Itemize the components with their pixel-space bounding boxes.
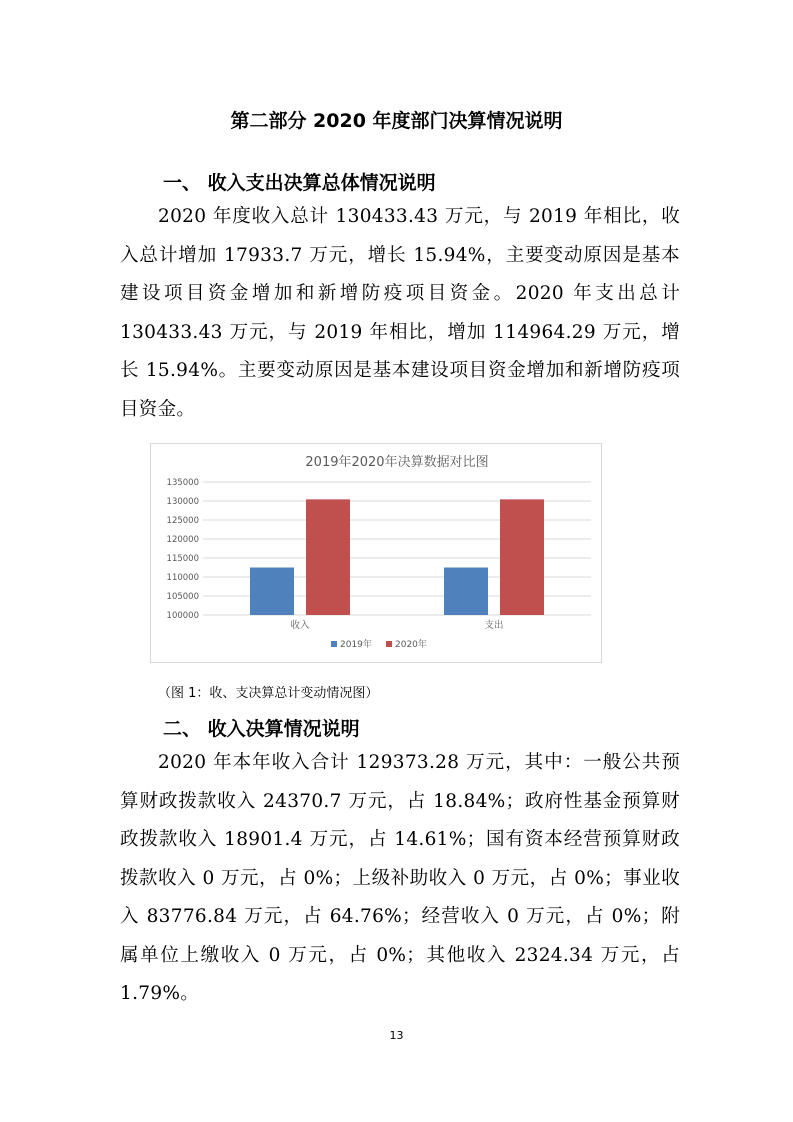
legend-swatch [386,641,392,647]
x-category-label: 支出 [484,620,504,631]
bar [306,499,350,615]
section-1-heading: 一、 收入支出决算总体情况说明 [163,172,436,194]
page-title: 第二部分 2020 年度部门决算情况说明 [230,110,563,132]
x-category-label: 收入 [290,620,310,631]
bar [444,568,488,616]
legend-swatch [331,641,337,647]
bar [250,568,294,616]
comparison-chart [150,443,602,663]
legend-label: 2020年 [395,640,427,650]
y-tick-label: 100000 [166,611,199,621]
y-tick-label: 120000 [166,535,199,545]
chart-title: 2019年2020年决算数据对比图 [305,455,489,470]
y-tick-label: 105000 [166,592,199,602]
y-tick-label: 125000 [166,516,199,526]
page-number: 13 [389,1029,404,1042]
y-tick-label: 130000 [166,497,199,507]
y-tick-label: 110000 [166,573,199,583]
y-tick-label: 115000 [166,554,199,564]
y-tick-label: 135000 [166,478,199,488]
figure-caption: （图 1：收、支决算总计变动情况图） [158,686,379,701]
chart-canvas [151,444,601,662]
legend-label: 2019年 [340,640,372,650]
section-2-heading: 二、 收入决算情况说明 [163,718,360,740]
section-1-paragraph: 2020 年度收入总计 130433.43 万元，与 2019 年相比，收入总计增加 17933.7 万元，增长 15.94%，主要变动原因是基本建设项目资金增加和新增防疫项目资金。2020 年支出总计 130433.43 万元，与 2019 年相比，增加 114964.29 万元，增长 15.94%。主要变动原因是基本建设项目资金增加和新增防疫项目资金。 [120,206,680,420]
section-2-paragraph: 2020 年本年收入合计 129373.28 万元，其中：一般公共预算财政拨款收入 24370.7 万元，占 18.84%；政府性基金预算财政拨款收入 18901.4 万元，占 14.61%；国有资本经营预算财政拨款收入 0 万元，占 0%；上级补助收入 0 万元，占 0%；事业收入 83776.84 万元，占 64.76%；经营收入 0 万元，占 0%；附属单位上缴收入 0 万元，占 0%；其他收入 2324.34 万元，占 1.79%。 [120,752,680,1004]
bar [500,499,544,615]
